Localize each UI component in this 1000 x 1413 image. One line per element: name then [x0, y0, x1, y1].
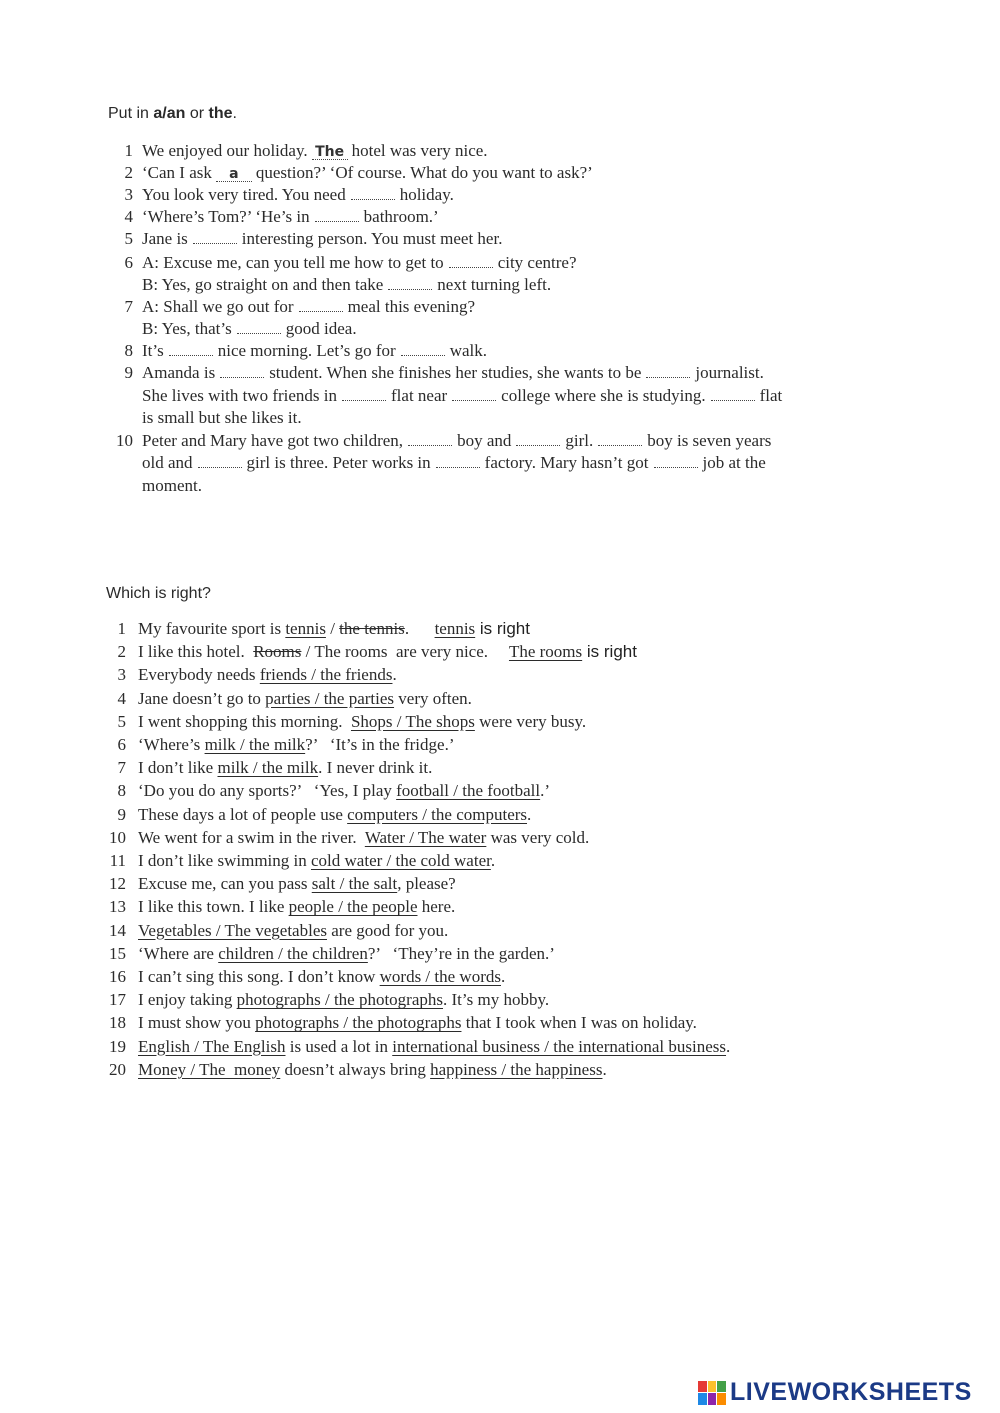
- choice-option[interactable]: salt / the salt: [311, 874, 398, 894]
- sentence-line: [142, 430, 771, 452]
- sentence-text: A: Excuse me, can you tell me how to get to: [142, 253, 444, 272]
- sentence-text: that I took when I was on holiday.: [461, 1013, 697, 1033]
- choice-option[interactable]: football / the football: [396, 781, 541, 801]
- sentence-line: [138, 734, 454, 756]
- sentence-line: [138, 896, 455, 918]
- sentence-text: Jane doesn’t go to: [138, 688, 266, 708]
- item-number: 10: [116, 431, 133, 450]
- item-number: 1: [124, 141, 133, 160]
- logo-square: [708, 1393, 717, 1405]
- liveworksheets-logo: [698, 1378, 972, 1407]
- item-number: 8: [124, 341, 133, 360]
- sentence-text: is used a lot in: [285, 1036, 393, 1056]
- answer-note: is right: [475, 619, 530, 638]
- sentence-text: I must show you: [138, 1013, 256, 1033]
- sentence-text: , please?: [397, 874, 456, 894]
- sentence-text: interesting person. You must meet her.: [241, 229, 503, 248]
- item-number: 5: [124, 229, 133, 248]
- sentence-line: [142, 252, 577, 274]
- sentence-text: .: [602, 1059, 607, 1079]
- sentence-text: is small but she likes it.: [142, 408, 302, 427]
- logo-square: [698, 1381, 707, 1393]
- sentence-text: was very cold.: [486, 827, 590, 847]
- choice-option[interactable]: words / the words: [379, 967, 501, 986]
- sentence-text: B: Yes, that’s: [142, 319, 232, 338]
- item-number: 6: [124, 253, 133, 272]
- exercise1-heading: [108, 105, 237, 123]
- choice-option[interactable]: people / the people: [288, 897, 418, 917]
- sentence-line: [138, 920, 448, 942]
- answer-blank[interactable]: [598, 433, 642, 446]
- answer-blank[interactable]: [169, 343, 213, 356]
- choice-option[interactable]: milk / the milk: [204, 735, 306, 754]
- item-number: 6: [117, 735, 126, 754]
- sentence-text: Excuse me, can you pass: [138, 874, 312, 894]
- sentence-text: You look very tired. You need: [142, 185, 346, 204]
- item-number: 13: [109, 897, 126, 917]
- sentence-text: are good for you.: [326, 920, 449, 940]
- answer-blank[interactable]: [401, 343, 445, 356]
- choice-option[interactable]: happiness / the happiness: [430, 1059, 603, 1079]
- sentence-text: very often.: [394, 688, 472, 708]
- sentence-text: .: [490, 851, 496, 870]
- answer-blank[interactable]: [452, 388, 496, 401]
- choice-option[interactable]: parties / the parties: [265, 688, 395, 708]
- sentence-line: [142, 362, 764, 384]
- sentence-text: hotel was very nice.: [351, 141, 488, 160]
- sentence-text: .: [527, 804, 532, 824]
- sentence-text: flat: [759, 386, 783, 405]
- sentence-text: We enjoyed our holiday.: [142, 141, 308, 160]
- heading-text: Put in: [108, 105, 154, 122]
- sentence-text: ?’ ‘They’re in the garden.’: [367, 943, 555, 963]
- item-number: 5: [117, 711, 126, 731]
- choice-option[interactable]: children / the children: [218, 943, 368, 963]
- logo-square: [717, 1381, 726, 1393]
- sentence-line: [142, 228, 502, 250]
- sentence-line: [138, 641, 637, 663]
- item-number: 19: [109, 1036, 126, 1056]
- sentence-line: [142, 162, 593, 184]
- heading-bold-the: the: [208, 105, 233, 122]
- item-number: 8: [117, 781, 126, 801]
- sentence-line: [142, 340, 487, 362]
- sentence-text: A: Shall we go out for: [142, 297, 294, 316]
- sentence-text: flat near: [391, 386, 448, 405]
- sentence-line: [138, 804, 531, 826]
- sentence-text: student. When she finishes her studies, she wants to be: [269, 363, 642, 382]
- sentence-text: good idea.: [285, 319, 357, 338]
- sentence-text: here.: [417, 897, 456, 917]
- sentence-text: . It’s my hobby.: [443, 990, 550, 1010]
- crossed-out-option: Rooms: [253, 642, 302, 662]
- sentence-text: .: [392, 665, 397, 685]
- item-number: 20: [109, 1059, 126, 1079]
- sentence-text: B: Yes, go straight on and then take: [142, 275, 384, 294]
- sentence-text: boy and: [457, 431, 512, 450]
- logo-square: [717, 1393, 726, 1405]
- heading-bold-a-an: a/an: [153, 105, 186, 122]
- sentence-text: It’s: [142, 341, 164, 360]
- sentence-line: [138, 989, 549, 1011]
- sentence-line: [142, 296, 475, 318]
- sentence-line: [138, 711, 586, 733]
- crossed-out-option: the tennis: [339, 619, 405, 638]
- sentence-text: I like this town. I like: [138, 897, 289, 917]
- sentence-text: were very busy.: [474, 711, 587, 731]
- item-number: 11: [109, 851, 126, 870]
- choice-option[interactable]: milk / the milk: [217, 758, 319, 778]
- sentence-text: boy is seven years: [647, 431, 772, 450]
- sentence-text: / The rooms are very nice.: [301, 642, 509, 662]
- answer-blank[interactable]: [654, 455, 698, 468]
- sentence-text: job at the: [702, 453, 766, 472]
- sentence-line: [138, 757, 432, 779]
- sentence-text: moment.: [142, 476, 202, 495]
- sentence-text: ‘Can I ask: [142, 163, 212, 182]
- answer-blank[interactable]: [342, 388, 386, 401]
- sentence-line: [142, 318, 357, 340]
- sentence-text: Everybody needs: [138, 665, 260, 685]
- item-number: 2: [124, 163, 133, 182]
- item-number: 7: [117, 758, 126, 778]
- choice-option[interactable]: Vegetables / The vegetables: [138, 920, 327, 940]
- answer-blank[interactable]: [299, 299, 343, 312]
- answer-blank[interactable]: [220, 365, 264, 378]
- sentence-text: .: [500, 967, 506, 986]
- sentence-text: next turning left.: [437, 275, 552, 294]
- sentence-text: Jane is: [142, 229, 188, 248]
- sentence-text: city centre?: [497, 253, 577, 272]
- sentence-text: ‘Where’s: [138, 735, 205, 754]
- sentence-text: doesn’t always bring: [280, 1059, 431, 1079]
- item-number: 1: [117, 619, 126, 638]
- sentence-line: [138, 688, 472, 710]
- answer-blank[interactable]: [315, 209, 359, 222]
- sentence-text: /: [325, 619, 340, 638]
- sentence-text: . I never drink it.: [318, 758, 433, 778]
- item-number: 12: [109, 874, 126, 894]
- item-number: 14: [109, 920, 126, 940]
- sentence-text: old and: [142, 453, 193, 472]
- choice-option[interactable]: cold water / the cold water: [311, 851, 491, 870]
- item-number: 3: [117, 665, 126, 685]
- sentence-line: [138, 966, 505, 988]
- sentence-text: factory. Mary hasn’t got: [484, 453, 649, 472]
- item-number: 10: [109, 827, 126, 847]
- sentence-text: ‘Where are: [138, 943, 219, 963]
- sentence-line: [142, 452, 766, 474]
- choice-option[interactable]: tennis: [434, 619, 476, 638]
- logo-square: [698, 1393, 707, 1405]
- item-number: 4: [117, 688, 126, 708]
- item-number: 3: [124, 185, 133, 204]
- sentence-text: holiday.: [399, 185, 454, 204]
- item-number: 9: [117, 804, 126, 824]
- choice-option[interactable]: Shops / The shops: [350, 711, 475, 731]
- sentence-text: She lives with two friends in: [142, 386, 338, 405]
- item-number: 16: [109, 967, 126, 986]
- item-number: 9: [124, 363, 133, 382]
- sentence-text: ‘Where’s Tom?’ ‘He’s in: [142, 207, 310, 226]
- sentence-text: meal this evening?: [347, 297, 476, 316]
- sentence-line: [138, 1036, 730, 1058]
- sentence-line: [142, 385, 782, 407]
- sentence-line: [142, 475, 202, 497]
- sentence-line: [138, 850, 495, 872]
- sentence-line: [142, 140, 488, 162]
- sentence-text: ?’ ‘It’s in the fridge.’: [305, 735, 455, 754]
- sentence-text: Amanda is: [142, 363, 216, 382]
- answer-blank[interactable]: [436, 455, 480, 468]
- sentence-line: [138, 827, 589, 849]
- choice-option[interactable]: The rooms: [508, 642, 583, 662]
- heading-text: .: [232, 105, 237, 122]
- sentence-text: My favourite sport is: [138, 619, 286, 638]
- sentence-text: I don’t like swimming in: [138, 851, 311, 870]
- sentence-line: [138, 664, 397, 686]
- choice-option[interactable]: computers / the computers: [347, 804, 528, 824]
- sentence-text: I went shopping this morning.: [138, 711, 351, 731]
- sentence-text: .: [726, 1036, 731, 1056]
- sentence-text: We went for a swim in the river.: [138, 827, 365, 847]
- sentence-line: [138, 943, 555, 965]
- sentence-text: .: [404, 619, 435, 638]
- brand-name: LIVEWORKSHEETS: [730, 1378, 972, 1406]
- sentence-text: bathroom.’: [363, 207, 439, 226]
- filled-answer[interactable]: a: [216, 167, 252, 182]
- sentence-line: [138, 1012, 697, 1034]
- choice-option[interactable]: tennis: [285, 619, 326, 638]
- sentence-text: college where she is studying.: [501, 386, 706, 405]
- answer-blank[interactable]: [237, 321, 281, 334]
- answer-blank[interactable]: [193, 231, 237, 244]
- sentence-text: I like this hotel.: [138, 642, 254, 662]
- sentence-text: Peter and Mary have got two children,: [142, 431, 404, 450]
- item-number: 2: [117, 642, 126, 662]
- answer-blank[interactable]: [351, 187, 395, 200]
- choice-option[interactable]: Money / The money: [138, 1059, 281, 1079]
- item-number: 4: [124, 207, 133, 226]
- sentence-text: question?’ ‘Of course. What do you want to ask?’: [255, 163, 593, 182]
- answer-blank[interactable]: [449, 255, 493, 268]
- sentence-text: .’: [540, 781, 551, 801]
- choice-option[interactable]: international business / the international business: [392, 1036, 727, 1056]
- item-number: 17: [109, 990, 126, 1010]
- logo-icon: [698, 1381, 726, 1405]
- sentence-text: girl.: [565, 431, 594, 450]
- sentence-line: [142, 184, 454, 206]
- item-number: 7: [124, 297, 133, 316]
- sentence-text: I don’t like: [138, 758, 218, 778]
- answer-blank[interactable]: [516, 433, 560, 446]
- sentence-line: [138, 618, 530, 640]
- sentence-text: These days a lot of people use: [138, 804, 348, 824]
- logo-square: [708, 1381, 717, 1393]
- sentence-line: [142, 206, 439, 228]
- filled-answer[interactable]: The: [312, 145, 348, 160]
- sentence-line: [142, 407, 302, 429]
- choice-option[interactable]: Water / The water: [364, 827, 487, 847]
- answer-blank[interactable]: [388, 277, 432, 290]
- sentence-line: [142, 274, 551, 296]
- choice-option[interactable]: photographs / the photographs: [236, 990, 444, 1010]
- choice-option[interactable]: photographs / the photographs: [255, 1013, 462, 1033]
- sentence-text: walk.: [449, 341, 488, 360]
- sentence-text: nice morning. Let’s go for: [217, 341, 396, 360]
- answer-blank[interactable]: [646, 365, 690, 378]
- choice-option[interactable]: friends / the friends: [259, 665, 393, 685]
- answer-blank[interactable]: [408, 433, 452, 446]
- heading-text: or: [185, 105, 209, 122]
- sentence-text: I can’t sing this song. I don’t know: [138, 967, 380, 986]
- answer-note: is right: [582, 642, 637, 662]
- item-number: 18: [109, 1013, 126, 1033]
- answer-blank[interactable]: [711, 388, 755, 401]
- item-number: 15: [109, 943, 126, 963]
- sentence-text: journalist.: [695, 363, 764, 382]
- exercise2-heading: Which is right?: [106, 585, 211, 602]
- sentence-line: [138, 873, 456, 895]
- sentence-line: [138, 1059, 607, 1081]
- choice-option[interactable]: English / The English: [138, 1036, 286, 1056]
- sentence-text: ‘Do you do any sports?’ ‘Yes, I play: [138, 781, 397, 801]
- sentence-text: girl is three. Peter works in: [246, 453, 431, 472]
- answer-blank[interactable]: [198, 455, 242, 468]
- sentence-text: I enjoy taking: [138, 990, 237, 1010]
- sentence-line: [138, 780, 550, 802]
